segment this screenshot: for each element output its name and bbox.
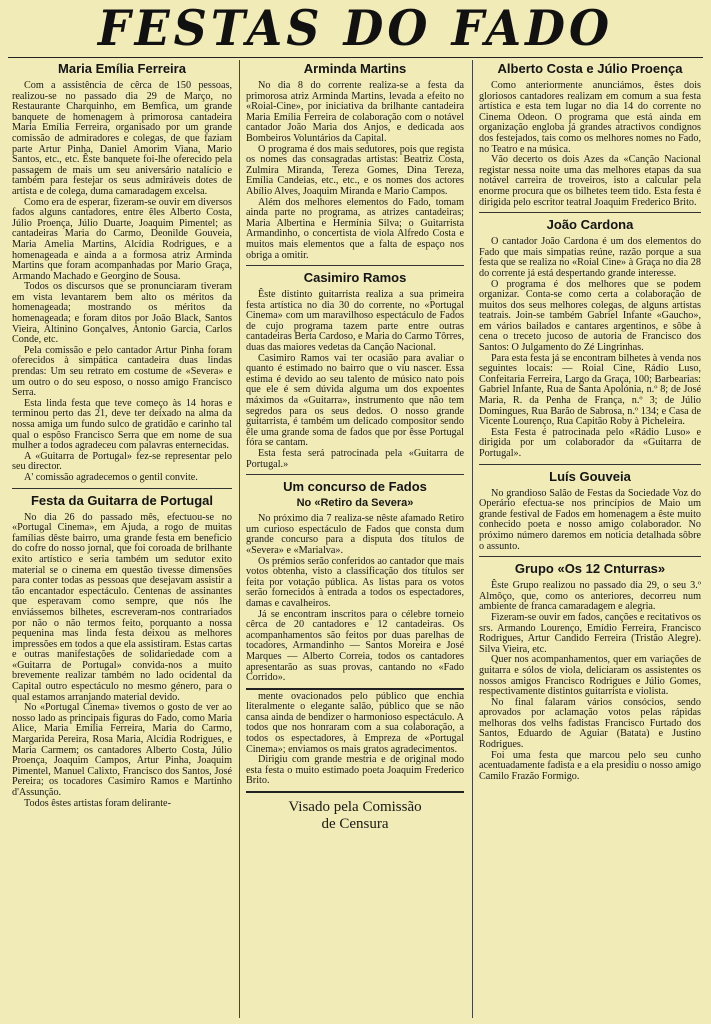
paragraph: Fizeram-se ouvir em fados, canções e recitativos os srs. Armando Lourenço, Emídio Ferreira, Francisco Rodrigues, Artur Candido Ferreira (Tristão Alegre). Silva Vieira, etc.: [479, 611, 701, 655]
paragraph: Esta festa será patrocinada pela «Guitarra de Portugal.»: [246, 448, 464, 470]
paragraph: Foi uma festa que marcou pelo seu cunho acentuadamente fadista e a ela presidiu o nosso amigo Camilo Frazão Formigo.: [479, 749, 701, 782]
paragraph: Todos os discursos que se pronunciaram tiveram em vista levantarem bem alto os méritos da homenageada; mostrando os méritos da homenageada; e foram ditos por João Black, Santos Vieira, Altinino Gonçalves, Antonio Garcia, Carlos Conde, etc.: [12, 281, 232, 346]
column-1: [12, 58, 232, 809]
paragraph: mente ovacionados pelo público que enchia literalmente o elegante salão, público que se não cansa ainda de bendizer o harmonioso espectáculo. A todos que nos honraram com a sua colaboração, a todos os espectadores, à Empreza de «Portugal Cinema»; enviamos os mais gratos agradecimentos.: [246, 690, 464, 755]
section-divider: [479, 556, 701, 557]
masthead-title: FESTAS DO FADO: [97, 0, 614, 57]
column-3: [479, 58, 701, 782]
paragraph: O cantador João Cardona é um dos elementos do Fado que mais simpatias reúne, razão porque a sua festa que se realiza no «Roial Cine» à Graça no dia 28 do corrente já está despertando grande interesse.: [479, 236, 701, 279]
section-divider: [479, 464, 701, 465]
paragraph: Dirigiu com grande mestria e de original modo esta festa o muito estimado poeta Joaquim Frederico Brito.: [246, 754, 464, 787]
article-title: Alberto Costa e Júlio Proença: [497, 61, 683, 76]
paragraph: Como era de esperar, fizeram-se ouvir em diversos fados alguns cantadores, entre êles Alberto Costa, Júlio Proença, Júlio Duarte, Joaquim Pimentel; as cantadeiras Maria do Carmo, Deonilde Gouveia, Maria Amelia Martins, Alcídia Rodrigues, e a homenageada e ainda a a formosa atriz Arminda Martins que foram acompanhadas por Mario Graça, Armando Machado e Georgino de Sousa.: [12, 196, 232, 282]
article-title: Um concurso de Fados: [283, 479, 427, 495]
paragraph: Êste Grupo realizou no passado dia 29, o seu 3.º Almôço, que, como os anteriores, decorreu num ambiente de franca camaradagem e alegria.: [479, 580, 701, 613]
column-2: [246, 58, 464, 833]
paragraph: A «Guitarra de Portugal» fez-se representar pelo seu director.: [12, 450, 232, 473]
paragraph: Já se encontram inscritos para o célebre torneio cêrca de 20 cantadores e 12 cantadeiras. Os acompanhamentos são feitos por duas parelhas de tocadores, Armandinho — Santos Moreira e José Marques — Alberto Correia, todos os cantadores apresentarão as suas provas, cantando no «Fado Corrido».: [246, 608, 464, 684]
paragraph: No dia 26 do passado mês, efectuou-se no «Portugal Cinema», em Ajuda, a rogo de muitas famílias dêste bairro, uma grande festa em beneficio do cofre do nosso jornal, que foi coroada de brilhante exito artístico e seria também um sedutor exito material se o cinema em questão tivesse dimensões para conter todas as pessoas que desejavam assistir a tão encantador espectáculo. Centenas de assinantes que esperavam como sempre, que nós lhe enviássemos bilhetes, escreveram-nos contrariados por não o não termos feito, porquanto a nossa pequenina mas linda festa deixou as melhores impressões em todos a que ela assistiram. Estas cartas e outras manifestações de solidariedade com a «Guitarra de Portugal» convida-nos a muito brevemente realizar também no lado ocidental da Capital outro espectáculo no mesmo género, para o qual estamos arranjando material devido.: [12, 511, 232, 703]
paragraph: Pela comissão e pelo cantador Artur Pinha foram oferecidos à simpática cantadeira duas lindas prendas: Um seu retrato em costume de «Severa» e um outro o do seu esposo, o nosso amigo Francisco Serra.: [12, 344, 232, 399]
paragraph: No grandioso Salão de Festas da Sociedade Voz do Operário efectua-se nos princípios de Maio um grande festival de Fados em homenagem a êste muito conhecido poeta e nosso amigo colaborador. No próximo número daremos em noticia detalhada sôbre o assunto.: [479, 487, 701, 552]
section-divider: [246, 791, 464, 793]
section-divider: [12, 488, 232, 489]
paragraph: Além dos melhores elementos do Fado, tomam ainda parte no programa, as atrizes cantadeiras; Maria Albertina e Hermínia Silva; o Guitarrista Armandinho, o concertista de viola Alfredo Costa e muitos mais elementos que a falta de espaço nos obriga a omitir.: [246, 196, 464, 261]
paragraph: No dia 8 do corrente realiza-se a festa da primorosa atriz Arminda Martins, levada a efeito no «Roial-Cine», por iniciativa da brilhante cantadeira Maria Emília Ferreira de colaboração com o notável cantador João Maria dos Anjos, e dedicada aos Bombeiros Voluntários da Capital.: [246, 80, 464, 144]
censorship-line: de Censura: [321, 816, 389, 833]
paragraph: Os prémios serão conferidos ao cantador que mais votos obtenha, visto a classificação dos títulos ser feita por votação pública. As listas para os votos serão fornecidos à entrada a todos os espectadores, damas e cavalheiros.: [246, 555, 464, 609]
paragraph: Esta Festa é patrocinada pelo «Rádio Luso» e dirigida por um colaborador da «Guitarra de Portugal».: [479, 426, 701, 459]
paragraph: Para esta festa já se encontram bilhetes à venda nos seguintes locais: — Roial Cine, Rádio Luso, Confeitaria Ferreira, Largo da Graça, 100; Barbearias: Gabriel Infante, Rua de Santa Apolónia, n.º 8; de José Maria, R. da Penha de França, n.º 3; de Júlio Domingues, Rua Barão de Sabrosa, n.º 134; e Casa de Vicente Lourenço, Rua Capitão Roby à Picheleira.: [479, 352, 701, 428]
paragraph: No final falaram vários consócios, sendo aprovados por aclamação votos pelas rápidas melhoras dos velhs fadistas Francisco Furtado dos Santos, Eduardo de Aguiar (Batata) e Justino Rodrigues.: [479, 696, 701, 751]
paragraph: Como anteriormente anunciámos, êstes dois gloriosos cantadores realizam em comum a sua festa artística e esta tem lugar no dia 14 do corrente no Cinema Odeon. O programa que está ainda em organização engloba já grandes atractivos condignos dos festejados, tais como os melhores nomes no Fado, no Teatro e na música.: [479, 80, 701, 155]
column-divider: [472, 60, 473, 1018]
section-divider: [246, 688, 464, 690]
article-title: João Cardona: [546, 217, 634, 233]
paragraph: Com a assistência de cêrca de 150 pessoas, realizou-se no passado dia 29 de Março, no Restaurante Charquinho, em Bemfica, um grande banquete de homenagem à primorosa cantadeira Maria Emília Ferreira, organisado por um grande comissão de admiradores e colegas, de que faziam parte Artur Pinha, Daniel Amorim Viana, Mario Santos, etc., etc. Êste banquete foi-lhe oferecido pela passagem de mais um seu aniversário natalício e também para festejar os seus admiráveis dotes de artista e de colega, duma camaradagem excelsa.: [12, 80, 232, 197]
article-title: Luís Gouveia: [549, 468, 631, 484]
section-divider: [479, 212, 701, 213]
paragraph: Êste distinto guitarrista realiza a sua primeira festa artística no dia 30 do corrente, no «Portugal Cinema» com um maravilhoso espectáculo de Fados de cujo programa tazem parte entre outras cantadeiras Berta Cardoso, e Maria do Carmo Tôrres, duas das maiores vedetas da Canção Nacional.: [246, 289, 464, 354]
paragraph: No «Portugal Cinema» tivemos o gosto de ver ao nosso lado as principais figuras do Fado, como Maria Alice, Maria Emília Ferreira, Maria do Carmo, Margarida Pereira, Rosa Maria, Alcídia Rodrigues, e Maria Carmem; os cantadores Alberto Costa, Júlio Proença, Joaquim Campos, Artur Pinha, Joaquim Pimentel, Manuel Calixto, Francisco dos Santos, José Pereira; os tocadores Casimiro Ramos e Martinho d'Assunção.: [12, 702, 232, 798]
article-title: Maria Emília Ferreira: [58, 61, 186, 76]
paragraph: Vão decerto os dois Azes da «Canção Nacional registar nessa noite uma das melhores etapas da sua notável carreira de troveiros, isto a calcular pela enorme procura que os bilhetes teem tido. Esta festa é dirigida pelo escritor teatral Joaquim Frederico Brito.: [479, 154, 701, 208]
article-title: Casimiro Ramos: [303, 270, 407, 286]
paragraph: Esta linda festa que teve começo às 14 horas e terminou perto das 21, deve ter deixado na alma da nossa amiga um fundo sulco de gratidão e carinho tal qual o espôso Francisco Serra que em nome de sua mulher a todos agradeceu com palavras enternecidas.: [12, 397, 232, 452]
section-divider: [246, 474, 464, 475]
article-title: Festa da Guitarra de Portugal: [30, 492, 214, 508]
article-title: Arminda Martins: [303, 61, 407, 76]
paragraph: O programa é dos mais sedutores, pois que regista os nomes das consagradas artistas: Beatriz Costa, Zulmira Miranda, Tereza Gomes, Dina Tereza, Emília Candeias, etc., etc., e os nomes dos actores Abílio Alves, Joaquim Miranda e Mario Campos.: [246, 143, 464, 197]
article-title: Grupo «Os 12 Cnturras»: [514, 561, 666, 577]
article-subtitle: No «Retiro da Severa»: [296, 497, 414, 510]
paragraph: No próximo dia 7 realiza-se nêste afamado Retiro um curioso espectáculo de Fados que consta dum grande concurso para a disputa dos títulos de «Severa» e «Marialva».: [246, 513, 464, 556]
censorship-line: Visado pela Comissão: [288, 799, 422, 816]
paragraph: Todos êstes artistas foram delirante-: [24, 797, 171, 809]
section-divider: [246, 265, 464, 266]
paragraph: A' comissão agradecemos o gentil convite.: [24, 471, 198, 483]
censorship-notice: [246, 799, 464, 833]
column-divider: [239, 60, 240, 1018]
paragraph: O programa é dos melhores que se podem organizar. Conta-se como certa a colaboração de muitos dos seus melhores colegas, de alguns artistas teatrais. Join-se também Gabriel Infante «Gaucho», em vários bailados e cantares argentinos, e sôbe à cena o treceto jucoso de autoria de Francisco dos Santos: O Julgamento do Zé Lingrinhas.: [479, 278, 701, 354]
paragraph: Quer nos acompanhamentos, quer em variações de guitarra e sólos de viola, deliciaram os assistentes os nossos amigos Francisco Rodrigues e Júlio Gomes, respectivamente distintos guitarrista e violista.: [479, 654, 701, 698]
paragraph: Casimiro Ramos vai ter ocasião para avaliar o quanto é estimado no bairro que o viu nascer. Essa estima é devido ao seu talento de músico nato pois que ele é sem dúvida alguma um dos expoentes máximos da «Guitarra», instrumento que não tem segredos para os seus dedos. O nosso grande guitarrista, é também um delicado compositor sendo êle uma grande soma de fados que por êsse Portugal fóra se cantam.: [246, 352, 464, 449]
